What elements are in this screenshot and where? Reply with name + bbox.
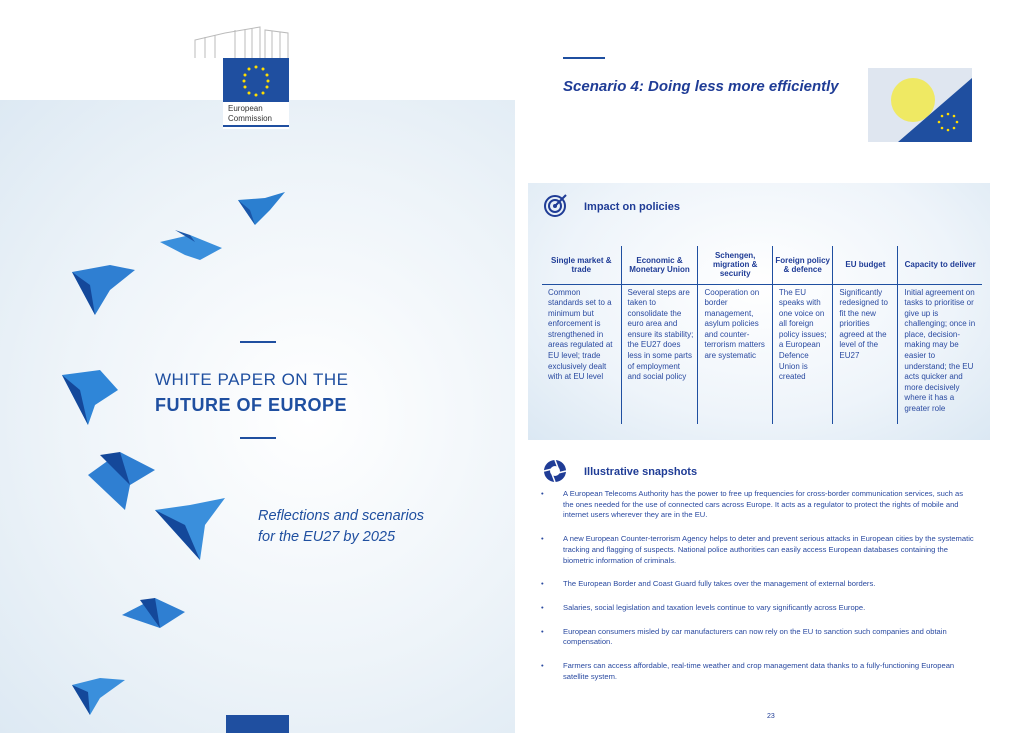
aperture-icon [543, 459, 567, 483]
snapshots-list [535, 489, 975, 695]
column-header: Schengen, migration & security [698, 246, 772, 284]
divider [240, 437, 276, 439]
list-item: • A new European Counter-terrorism Agency helps to deter and prevent serious attacks in European cities by the systematic tracking and flagging of suspects. National police authorities can easily access European databases containing the biometric information of criminals. [535, 534, 975, 566]
list-item: • The European Border and Coast Guard fully takes over the management of external borders. [535, 579, 975, 590]
list-item: • Farmers can access affordable, real-time weather and crop management data thanks to a fully-functioning European satellite system. [535, 661, 975, 682]
subtitle-line2: for the EU27 by 2025 [258, 529, 396, 545]
page-number: 23 [767, 713, 775, 720]
subtitle-line1: Reflections and scenarios [258, 508, 425, 524]
logo-text-line2: Commission [228, 114, 273, 123]
european-commission-logo [190, 25, 290, 129]
column-header: EU budget [833, 246, 898, 284]
list-item: • European consumers misled by car manufacturers can now rely on the EU to sanction such companies and obtain compensation. [535, 627, 975, 648]
cover-subtitle [258, 506, 424, 548]
column-header: Economic & Monetary Union [621, 246, 698, 284]
cover-bottom-bar [226, 715, 289, 733]
table-cell: Common standards set to a minimum but enforcement is strengthened in areas regulated at EU level; trade exclusively dealt with at EU level [548, 287, 613, 382]
list-item: • Salaries, social legislation and taxation levels continue to vary significantly across Europe. [535, 603, 975, 614]
table-cell: Cooperation on border management, asylum policies and counter-terrorism matters are systematic [698, 284, 772, 424]
cover-title-line1: WHITE PAPER ON THE [155, 370, 349, 389]
impact-on-policies-box [528, 183, 990, 440]
impact-heading: Impact on policies [584, 201, 680, 213]
table-cell: The EU speaks with one voice on all foreign policy issues; a European Defence Union is created [772, 284, 833, 424]
policy-impact-table [542, 246, 982, 424]
origami-bird-icon [62, 192, 285, 715]
snapshots-heading: Illustrative snapshots [584, 466, 698, 478]
column-header: Foreign policy & defence [772, 246, 833, 284]
table-cell: Significantly redesigned to fit the new priorities agreed at the level of the EU27 [833, 284, 898, 424]
divider [563, 57, 605, 59]
table-row [542, 284, 982, 424]
origami-birds-illustration [0, 180, 300, 720]
scenario-4-icon [868, 68, 972, 142]
logo-text-line1: European [228, 104, 263, 113]
divider [240, 341, 276, 343]
column-header: Single market & trade [542, 246, 621, 284]
column-header: Capacity to deliver [898, 246, 982, 284]
list-item: • A European Telecoms Authority has the power to free up frequencies for cross-border communication services, such as the ones needed for the use of connected cars across Europe. It acts as a regulator to protect the rights of mobile and internet users wherever they are in the EU. [535, 489, 975, 521]
target-icon [544, 193, 568, 217]
table-cell: Initial agreement on tasks to prioritise or give up is challenging; once in place, decision-making may be easier to understand; the EU acts quicker and more decisively where it has a greater role [898, 284, 982, 424]
table-cell: Several steps are taken to consolidate the euro area and ensure its stability; the EU27 does less in some parts of employment and social policy [621, 284, 698, 424]
scenario-title: Scenario 4: Doing less more efficiently [563, 78, 839, 95]
cover-title-line2: FUTURE OF EUROPE [155, 395, 348, 415]
